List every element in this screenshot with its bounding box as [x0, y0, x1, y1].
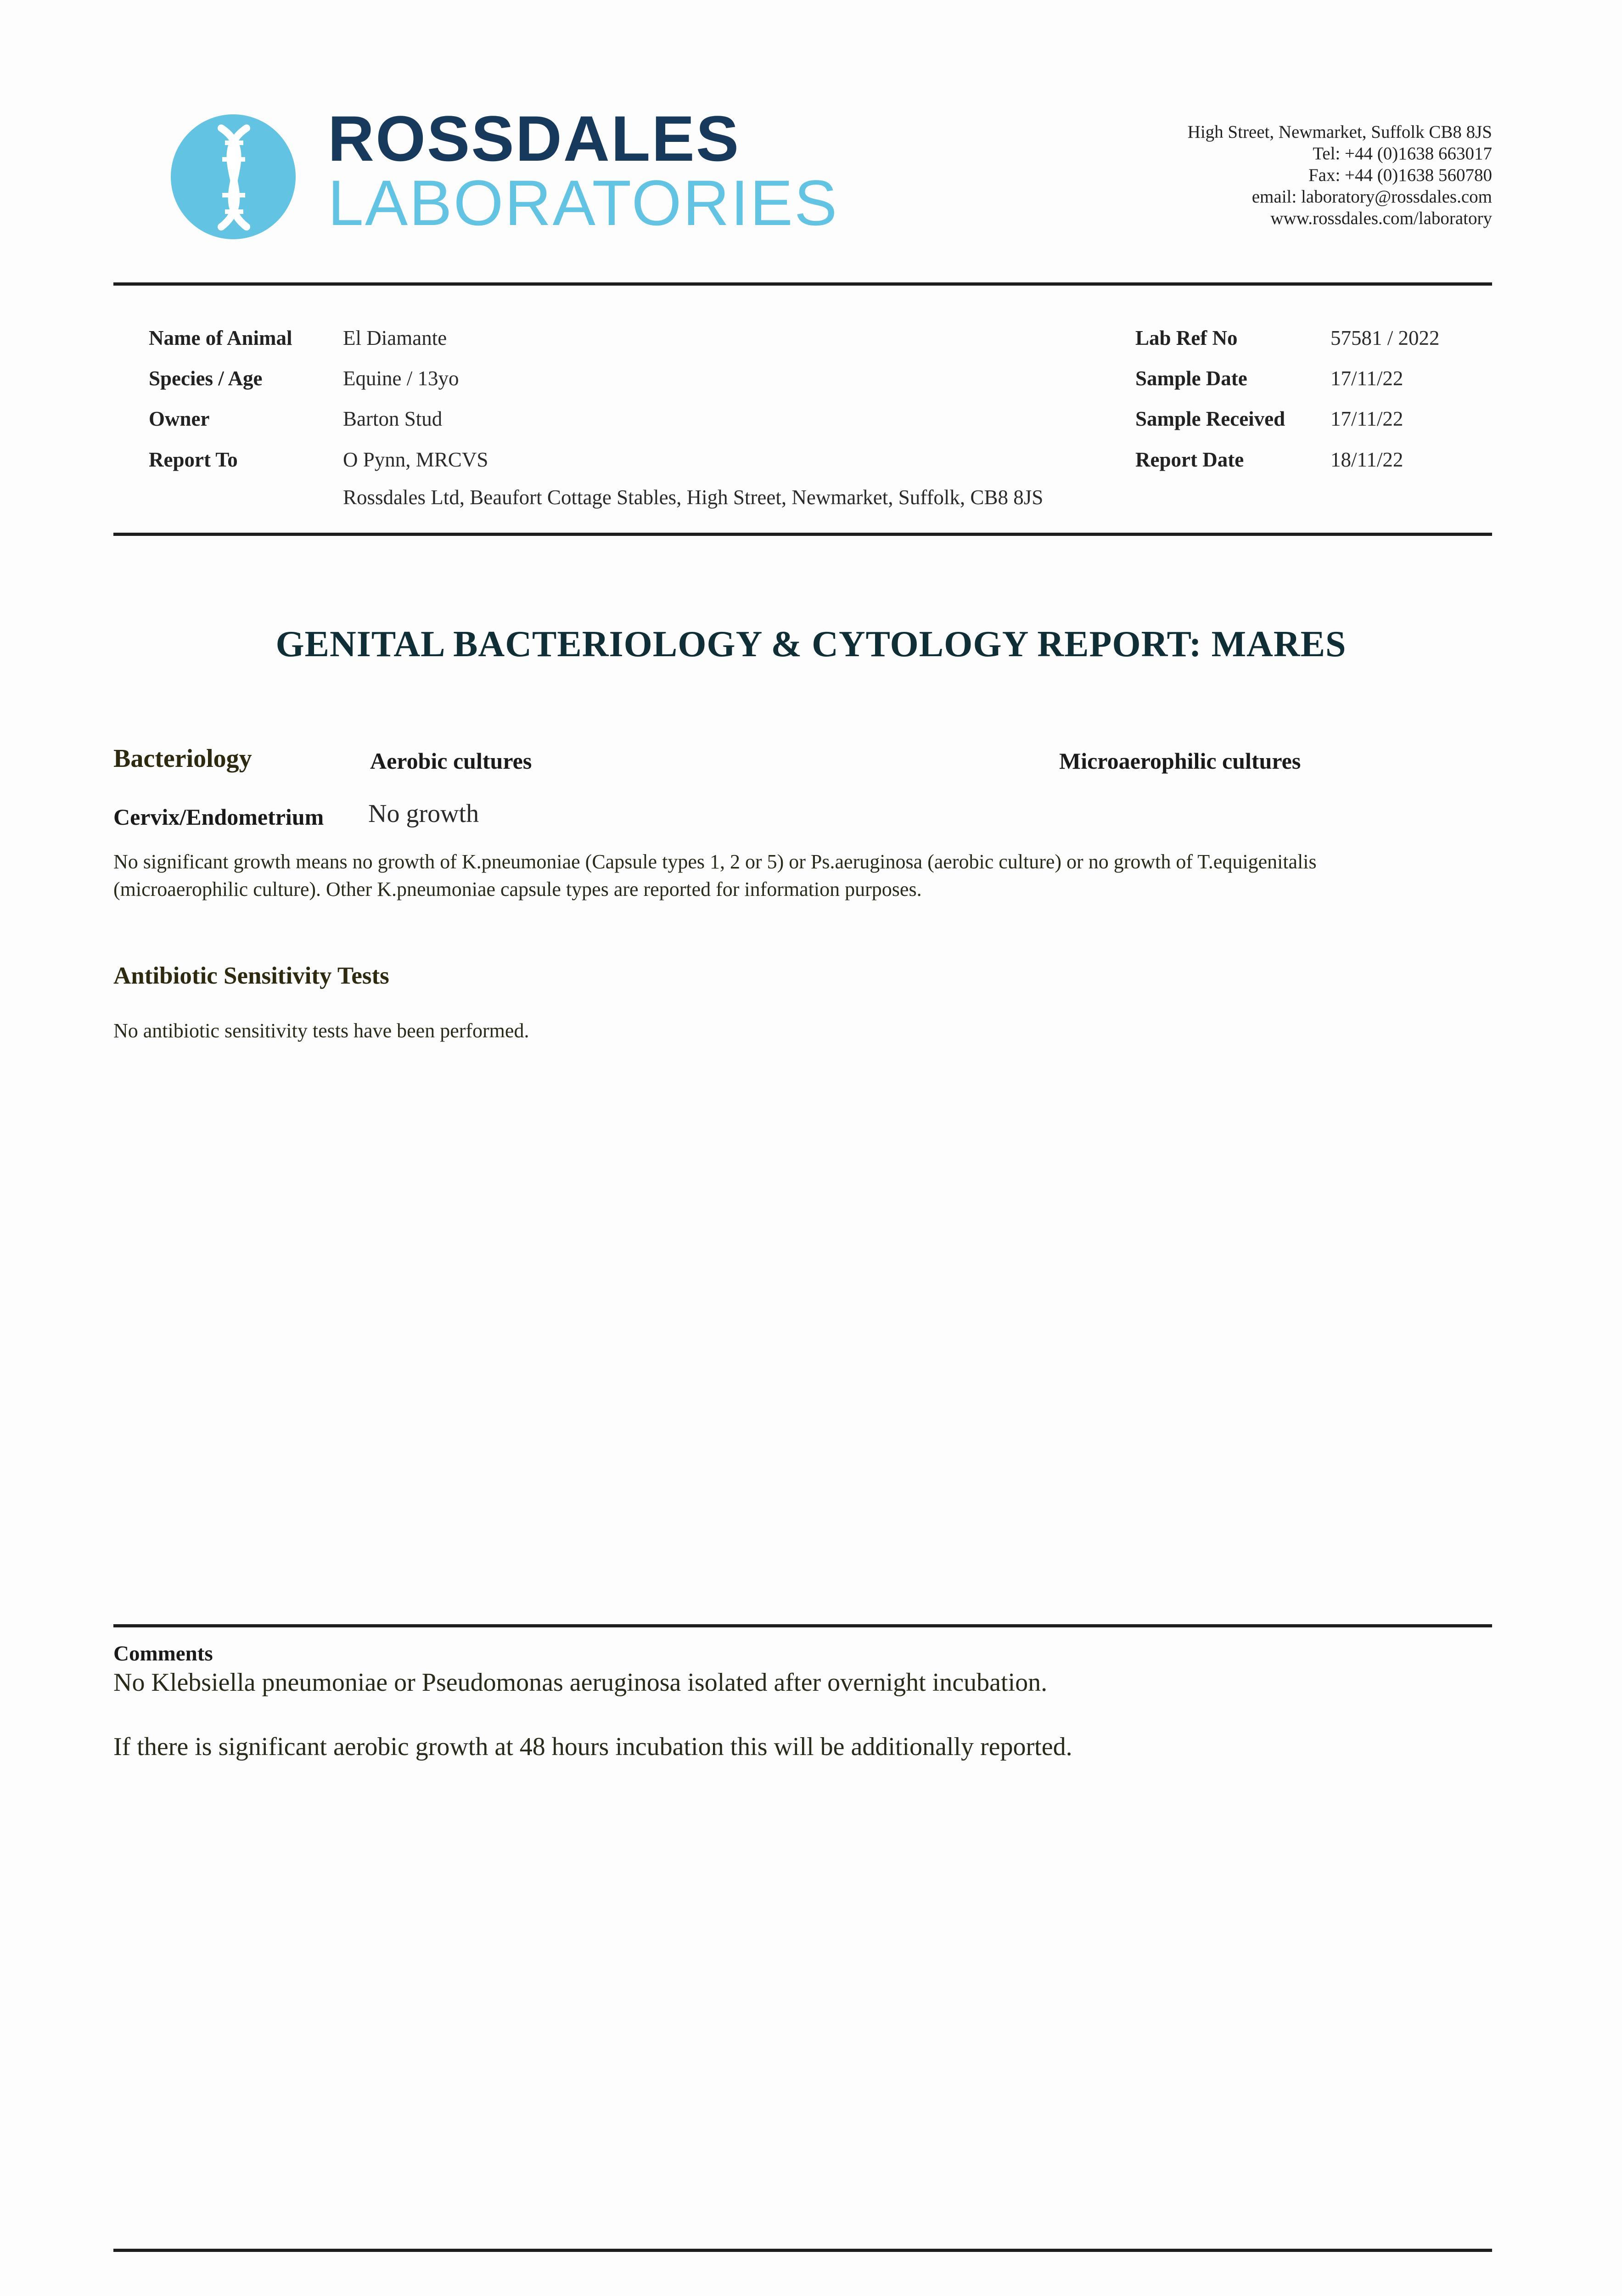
- antibiotic-heading: Antibiotic Sensitivity Tests: [113, 962, 389, 989]
- header-divider: [113, 282, 1492, 286]
- report-to-address: Rossdales Ltd, Beaufort Cottage Stables, High Street, Newmarket, Suffolk, CB8 8JS: [343, 486, 1044, 509]
- aerobic-result: No growth: [368, 799, 479, 828]
- report-title: GENITAL BACTERIOLOGY & CYTOLOGY REPORT: MARES: [275, 624, 1347, 664]
- address-fax: Fax: +44 (0)1638 560780: [1308, 165, 1492, 185]
- address-email[interactable]: email: laboratory@rossdales.com: [1252, 187, 1492, 207]
- footer-divider: [113, 2249, 1492, 2252]
- report-to-value: O Pynn, MRCVS: [343, 448, 488, 471]
- report-date-value: 18/11/22: [1330, 448, 1403, 471]
- address-tel: Tel: +44 (0)1638 663017: [1313, 144, 1492, 163]
- address-street: High Street, Newmarket, Suffolk CB8 8JS: [1187, 122, 1492, 142]
- name-of-animal-label: Name of Animal: [149, 326, 292, 349]
- sample-date-label: Sample Date: [1135, 367, 1247, 390]
- sample-date-value: 17/11/22: [1330, 367, 1403, 390]
- sample-received-label: Sample Received: [1135, 407, 1285, 430]
- address-website[interactable]: www.rossdales.com/laboratory: [1270, 208, 1492, 228]
- comments-line1: No Klebsiella pneumoniae or Pseudomonas aeruginosa isolated after overnight incubation.: [113, 1668, 1048, 1697]
- bacteriology-heading: Bacteriology: [113, 744, 252, 773]
- dna-logo-icon: [171, 114, 296, 239]
- sample-received-value: 17/11/22: [1330, 407, 1403, 430]
- comments-heading: Comments: [113, 1642, 213, 1666]
- lab-ref-value: 57581 / 2022: [1330, 326, 1440, 349]
- comments-divider: [113, 1624, 1492, 1627]
- lab-address: [1188, 121, 1492, 229]
- bacteriology-note-line2: (microaerophilic culture). Other K.pneumoniae capsule types are reported for information purposes.: [113, 878, 922, 900]
- aerobic-cultures-heading: Aerobic cultures: [370, 748, 532, 774]
- comments-line2: If there is significant aerobic growth at 48 hours incubation this will be additionally reported.: [113, 1733, 1072, 1761]
- owner-value: Barton Stud: [343, 407, 443, 430]
- antibiotic-text: No antibiotic sensitivity tests have been performed.: [113, 1019, 529, 1042]
- owner-label: Owner: [149, 407, 210, 430]
- report-to-label: Report To: [149, 448, 238, 471]
- logo-text-rossdales: ROSSDALES: [328, 102, 741, 174]
- species-age-value: Equine / 13yo: [343, 367, 459, 390]
- species-age-label: Species / Age: [149, 367, 263, 390]
- logo-text-laboratories: LABORATORIES: [328, 167, 839, 239]
- microaerophilic-cultures-heading: Microaerophilic cultures: [1059, 748, 1301, 774]
- cervix-endometrium-label: Cervix/Endometrium: [113, 804, 324, 830]
- info-divider: [113, 533, 1492, 536]
- name-of-animal-value: El Diamante: [343, 326, 447, 349]
- report-date-label: Report Date: [1135, 448, 1244, 471]
- bacteriology-note-line1: No significant growth means no growth of K.pneumoniae (Capsule types 1, 2 or 5) or Ps.aeruginosa (aerobic culture) or no growth of T.equigenitalis: [113, 850, 1317, 873]
- lab-ref-label: Lab Ref No: [1135, 326, 1238, 349]
